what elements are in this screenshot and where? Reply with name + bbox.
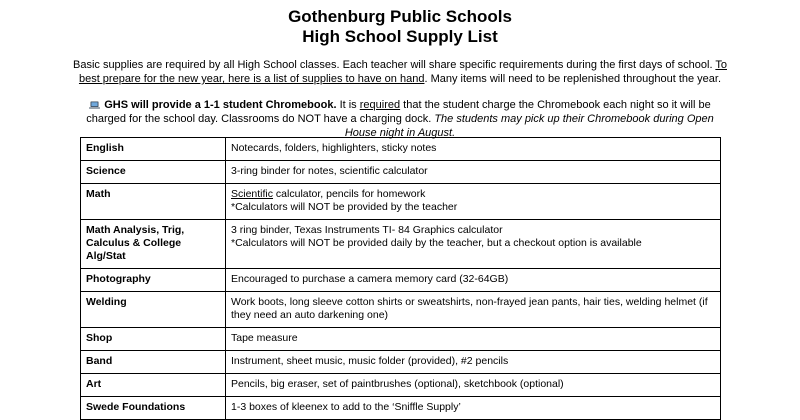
supplies-cell [226,184,721,220]
table-row [81,328,721,351]
table-row [81,351,721,374]
table-row [81,161,721,184]
table-row [81,292,721,328]
table-row [81,269,721,292]
supplies-cell: Encouraged to purchase a camera memory card (32-64GB) [226,269,721,292]
supplies-cell: Tape measure [226,328,721,351]
supplies-cell [226,220,721,269]
supplies-text: calculator, pencils for homework [273,188,426,200]
supplies-underlined-text: Scientific [231,188,274,200]
table-row [81,220,721,269]
table-row [81,138,721,161]
supplies-note: *Calculators will NOT be provided daily by the teacher, but a checkout option is available [231,237,642,249]
supplies-note: *Calculators will NOT be provided by the teacher [231,201,458,213]
laptop-icon [89,101,100,109]
table-row [81,374,721,397]
page-title: Gothenburg Public Schools [288,7,512,26]
supplies-cell: 3-ring binder for notes, scientific calculator [226,161,721,184]
notice-text: It is [336,99,360,111]
intro-paragraph [70,58,730,86]
supplies-cell: 1-3 boxes of kleenex to add to the ‘Sniffle Supply’ [226,397,721,420]
subject-cell: Science [81,161,226,184]
subject-cell: Shop [81,328,226,351]
intro-text-end: . Many items will need to be replenished throughout the year. [424,73,722,85]
page-subtitle: High School Supply List [302,27,498,46]
subject-cell: Math Analysis, Trig, Calculus & College Alg/Stat [81,220,226,269]
supplies-cell: Work boots, long sleeve cotton shirts or sweatshirts, non-frayed jean pants, hair ties, welding helmet (if they need an auto darkening one) [226,292,721,328]
notice-italic-text: The students may pick up their Chromebook during Open House night in August. [344,113,714,139]
subject-cell: Swede Foundations [81,397,226,420]
supplies-cell: Instrument, sheet music, music folder (provided), #2 pencils [226,351,721,374]
supplies-cell: Pencils, big eraser, set of paintbrushes (optional), sketchbook (optional) [226,374,721,397]
notice-required-text: required [359,99,401,111]
supplies-text: 3 ring binder, Texas Instruments TI- 84 Graphics calculator [231,224,503,236]
subject-cell: Band [81,351,226,374]
intro-text: Basic supplies are required by all High School classes. Each teacher will share specific requirements during the first days of school. [72,59,716,71]
supplies-cell: Notecards, folders, highlighters, sticky notes [226,138,721,161]
notice-text-cont: that the student charge the Chromebook each night so it will be charged for the school day. Classrooms do NOT have a charging dock. [86,99,711,125]
supply-table [80,137,721,420]
subject-cell: English [81,138,226,161]
table-row [81,397,721,420]
subject-cell: Photography [81,269,226,292]
chromebook-notice [72,98,728,140]
notice-bold-text: GHS will provide a 1-1 student Chromebook. [104,99,337,111]
subject-cell: Art [81,374,226,397]
intro-underlined-text: To best prepare for the new year, here is a list of supplies to have on hand [78,59,727,85]
subject-cell: Welding [81,292,226,328]
table-row [81,184,721,220]
subject-cell: Math [81,184,226,220]
